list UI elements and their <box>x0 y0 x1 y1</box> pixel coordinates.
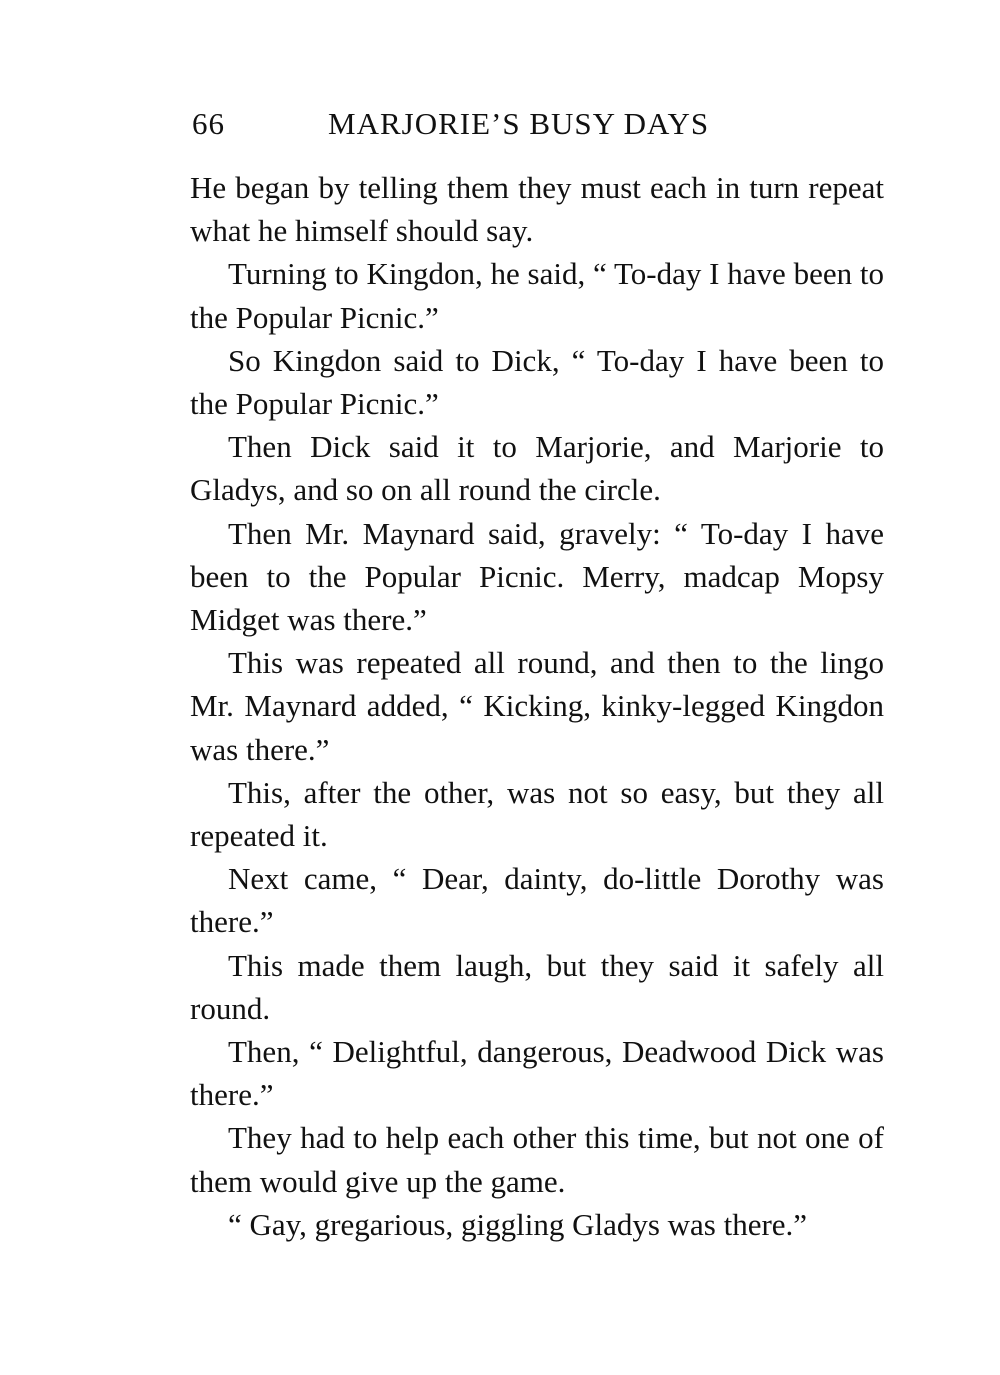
paragraph: They had to help each other this time, but not one of them would give up the game. <box>190 1120 884 1199</box>
paragraph: This, after the other, was not so easy, but they all repeated it. <box>190 774 884 854</box>
running-title: MARJORIE’S BUSY DAYS <box>328 106 710 141</box>
paragraph: So Kingdon said to Dick, “ To-day I have been to the Popular Picnic.” <box>190 342 884 422</box>
page-number: 66 <box>192 106 225 141</box>
paragraph: “ Gay, gregarious, giggling Gladys was there.” <box>228 1206 808 1242</box>
paragraph: Then, “ Delightful, dangerous, Deadwood Dick was there.” <box>190 1034 884 1113</box>
paragraph: This was repeated all round, and then to the lingo Mr. Maynard added, “ Kicking, kinky-legged Kingdon was there.” <box>190 645 884 767</box>
paragraph: He began by telling them they must each in turn repeat what he himself should say. <box>190 170 884 249</box>
paragraph: This made them laugh, but they said it safely all round. <box>190 947 884 1026</box>
paragraph: Then Mr. Maynard said, gravely: “ To-day I have been to the Popular Picnic. Merry, madcap Mopsy Midget was there.” <box>190 515 884 638</box>
page-header <box>192 106 892 156</box>
body-text <box>190 166 884 1246</box>
paragraph: Next came, “ Dear, dainty, do-little Dorothy was there.” <box>190 861 884 940</box>
paragraph: Then Dick said it to Marjorie, and Marjorie to Gladys, and so on all round the circle. <box>190 429 884 508</box>
paragraph: Turning to Kingdon, he said, “ To-day I have been to the Popular Picnic.” <box>190 256 884 335</box>
